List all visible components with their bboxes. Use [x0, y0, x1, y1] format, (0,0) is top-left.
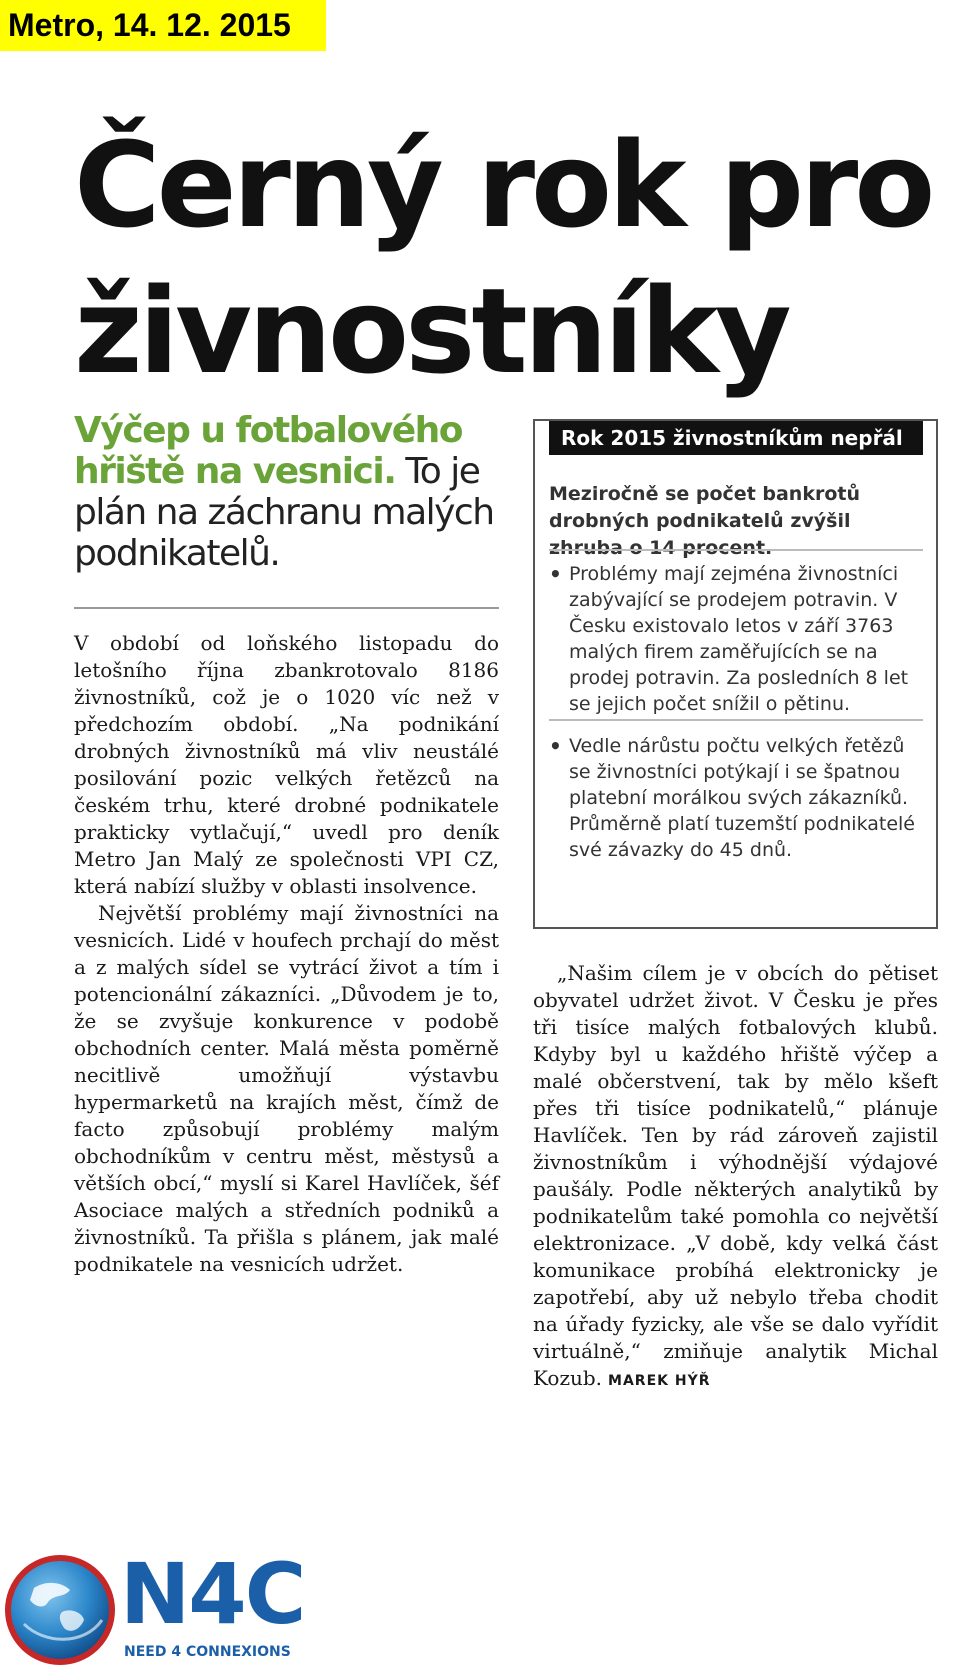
globe-icon [4, 1554, 116, 1666]
source-date-label: Metro, 14. 12. 2015 [0, 0, 326, 51]
lead-highlight: Výčep u fotbalového hřiště na vesnici. [74, 410, 463, 492]
logo-tagline: NEED 4 CONNEXIONS [124, 1644, 291, 1660]
headline-line-2: živnostníky [74, 262, 788, 400]
bullet-icon: • [549, 562, 562, 586]
article-paragraph: V období od loňského listopadu do letošního října zbankrotovalo 8186 živnostníků, což je o 1020 víc než v předchozím období. „Na podnikání drobných živnostníků má vliv neustálé posilování pozic velkých řetězců na českém trhu, které drobné podnikatele prakticky vytlačují,“ uvedl pro deník Metro Jan Malý ze společnosti VPI CZ, která nabízí služby v oblasti insolvence. [74, 631, 499, 898]
sidebar-box [533, 419, 938, 929]
sidebar-item [549, 733, 923, 863]
lead-divider [74, 607, 499, 609]
headline-line-1: Černý rok pro [74, 116, 932, 254]
lead-text: To je plán na záchranu malých podnikatelů. [74, 451, 494, 574]
article-headline [74, 112, 932, 404]
logo-wordmark: N4C [120, 1545, 305, 1643]
article-paragraph-text: „Našim cílem je v obcích do pětiset obyvatel udržet život. V Česku je přes tři tisíce malých fotbalových klubů. Kdyby byl u každého hřiště výčep a malé občerstvení, tak by mělo kšeft přes tři tisíce podnikatelů,“ plánuje Havlíček. Ten by rád zároveň zajistil živnostníkům i výhodnější výdajové paušály. Podle některých analytiků by podnikatelům také pomohla co největší elektronizace. „V době, kdy velká část komunikace probíhá elektronicky je zapotřebí, aby už nebylo třeba chodit na úřady fyzicky, ale vše se dalo vyřídit virtuálně,“ zmiňuje analytik Michal Kozub. [533, 961, 938, 1390]
article-lead [74, 410, 494, 574]
sidebar-item-text: Vedle nárůstu počtu velkých řetězů se živnostníci potýkají i se špatnou platební morálkou svých zákazníků. Průměrně platí tuzemští podnikatelé své závazky do 45 dnů. [569, 735, 915, 861]
article-paragraph: Největší problémy mají živnostníci na vesnicích. Lidé v houfech prchají do měst a z malých sídel se vytrácí život a tím i potencionální zákazníci. „Důvodem je to, že se zvyšuje konkurence v podobě obchodních center. Malá města poměrně necitlivě umožňují výstavbu hypermarketů na krajích měst, čímž de facto způsobují problémy malým obchodníkům v centru měst, městysů a větších obcí,“ myslí si Karel Havlíček, šéf Asociace malých a středních podniků a živnostníků. Ta přišla s plánem, jak malé podnikatele na vesnicích udržet. [74, 901, 499, 1276]
bullet-icon: • [549, 734, 562, 758]
article-column-right [533, 960, 938, 1395]
author-byline: MAREK HÝŘ [608, 1373, 711, 1389]
n4c-logo [0, 1540, 310, 1674]
sidebar-item-text: Problémy mají zejména živnostníci zabývající se prodejem potravin. V Česku existovalo letos v září 3763 malých firem zaměřujících se na prodej potravin. Za posledních 8 let se jejich počet snížil o pětinu. [569, 563, 909, 715]
sidebar-title: Rok 2015 živnostníkům nepřál [549, 421, 923, 455]
sidebar-divider [549, 549, 923, 551]
sidebar-item [549, 561, 923, 717]
sidebar-intro: Meziročně se počet bankrotů drobných podnikatelů zvýšil zhruba o 14 procent. [549, 483, 861, 559]
article-paragraph [533, 960, 938, 1395]
sidebar-divider [549, 719, 923, 721]
article-column-left [74, 630, 499, 1278]
